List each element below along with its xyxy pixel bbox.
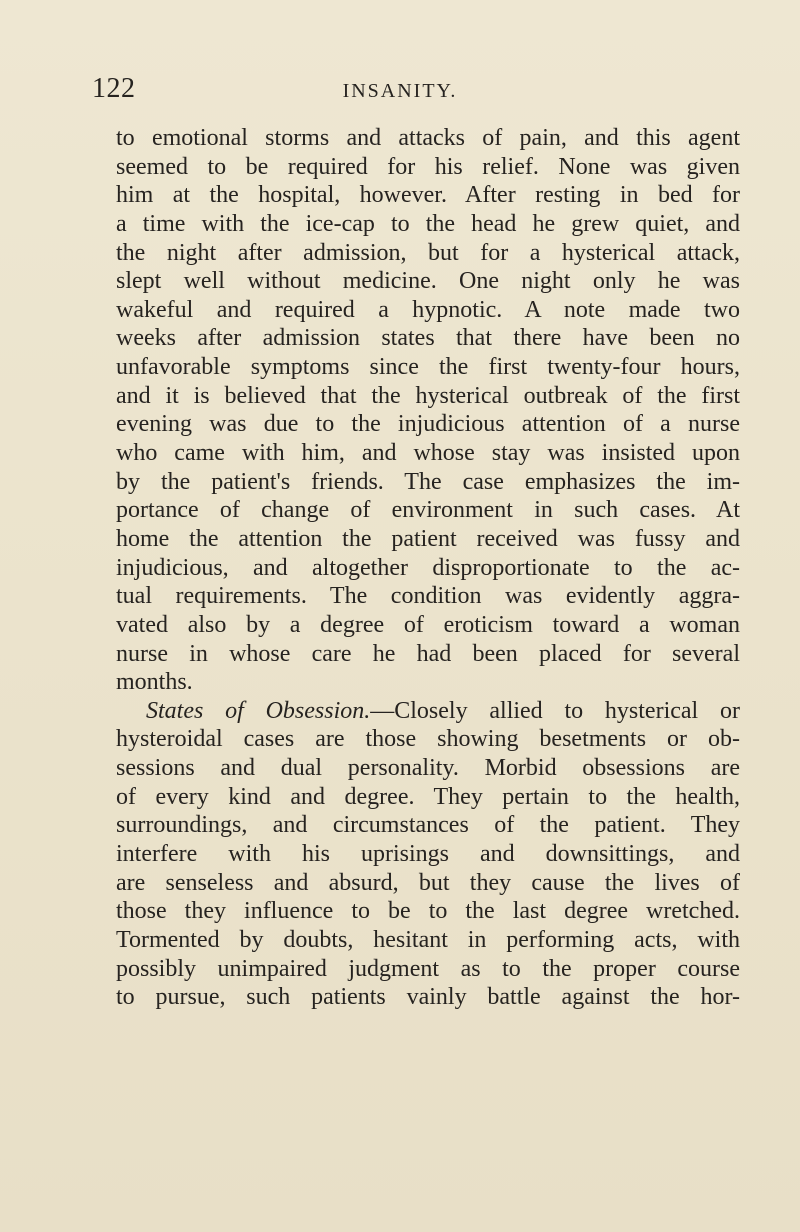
text-line: by the patient's friends. The case emphasizes the im- — [116, 468, 740, 495]
text-line: hysteroidal cases are those showing besetments or ob- — [116, 726, 740, 753]
section-title: States of Obsession. — [146, 697, 371, 724]
body-text — [116, 124, 740, 1012]
text-line: nurse in whose care he had been placed for several — [116, 640, 740, 667]
text-line: weeks after admission states that there have been no — [116, 325, 740, 352]
text-line: wakeful and required a hypnotic. A note made two — [116, 296, 740, 323]
text-line: a time with the ice-cap to the head he grew quiet, and — [116, 210, 740, 237]
text-line: sessions and dual personality. Morbid obsessions are — [116, 755, 740, 782]
text-line: tual requirements. The condition was evidently aggra- — [116, 583, 740, 610]
text-line: of every kind and degree. They pertain to the health, — [116, 783, 740, 810]
text-line: evening was due to the injudicious attention of a nurse — [116, 411, 740, 438]
text-line: slept well without medicine. One night only he was — [116, 268, 740, 295]
running-head: INSANITY. — [342, 80, 458, 102]
text-line: injudicious, and altogether disproportionate to the ac- — [116, 554, 740, 581]
text-line: seemed to be required for his relief. None was given — [116, 153, 740, 180]
text-line: months. — [116, 669, 193, 696]
text-line: surroundings, and circumstances of the patient. They — [116, 812, 740, 839]
text-line: and it is believed that the hysterical outbreak of the first — [116, 382, 740, 409]
text-line: to pursue, such patients vainly battle against the hor- — [116, 984, 740, 1011]
text-line: are senseless and absurd, but they cause the lives of — [116, 869, 740, 896]
text-line: home the attention the patient received was fussy and — [116, 525, 740, 552]
text-line: the night after admission, but for a hysterical attack, — [116, 239, 740, 266]
text-line: him at the hospital, however. After resting in bed for — [116, 182, 740, 209]
text-line: interfere with his uprisings and downsittings, and — [116, 841, 740, 868]
text-line: vated also by a degree of eroticism toward a woman — [116, 611, 740, 638]
text-line: possibly unimpaired judgment as to the proper course — [116, 955, 740, 982]
text-line: portance of change of environment in such cases. At — [116, 497, 740, 524]
text-line: to emotional storms and attacks of pain, and this agent — [116, 125, 740, 151]
page-number: 122 — [92, 73, 136, 104]
text-line: who came with him, and whose stay was insisted upon — [116, 440, 740, 467]
text-line: Tormented by doubts, hesitant in performing acts, with — [116, 926, 740, 953]
text-line: those they influence to be to the last degree wretched. — [116, 898, 740, 925]
text-line: unfavorable symptoms since the first twenty-four hours, — [116, 354, 740, 381]
section-first-line — [116, 697, 740, 726]
section-first-line-rest: —Closely allied to hysterical or — [370, 697, 740, 724]
